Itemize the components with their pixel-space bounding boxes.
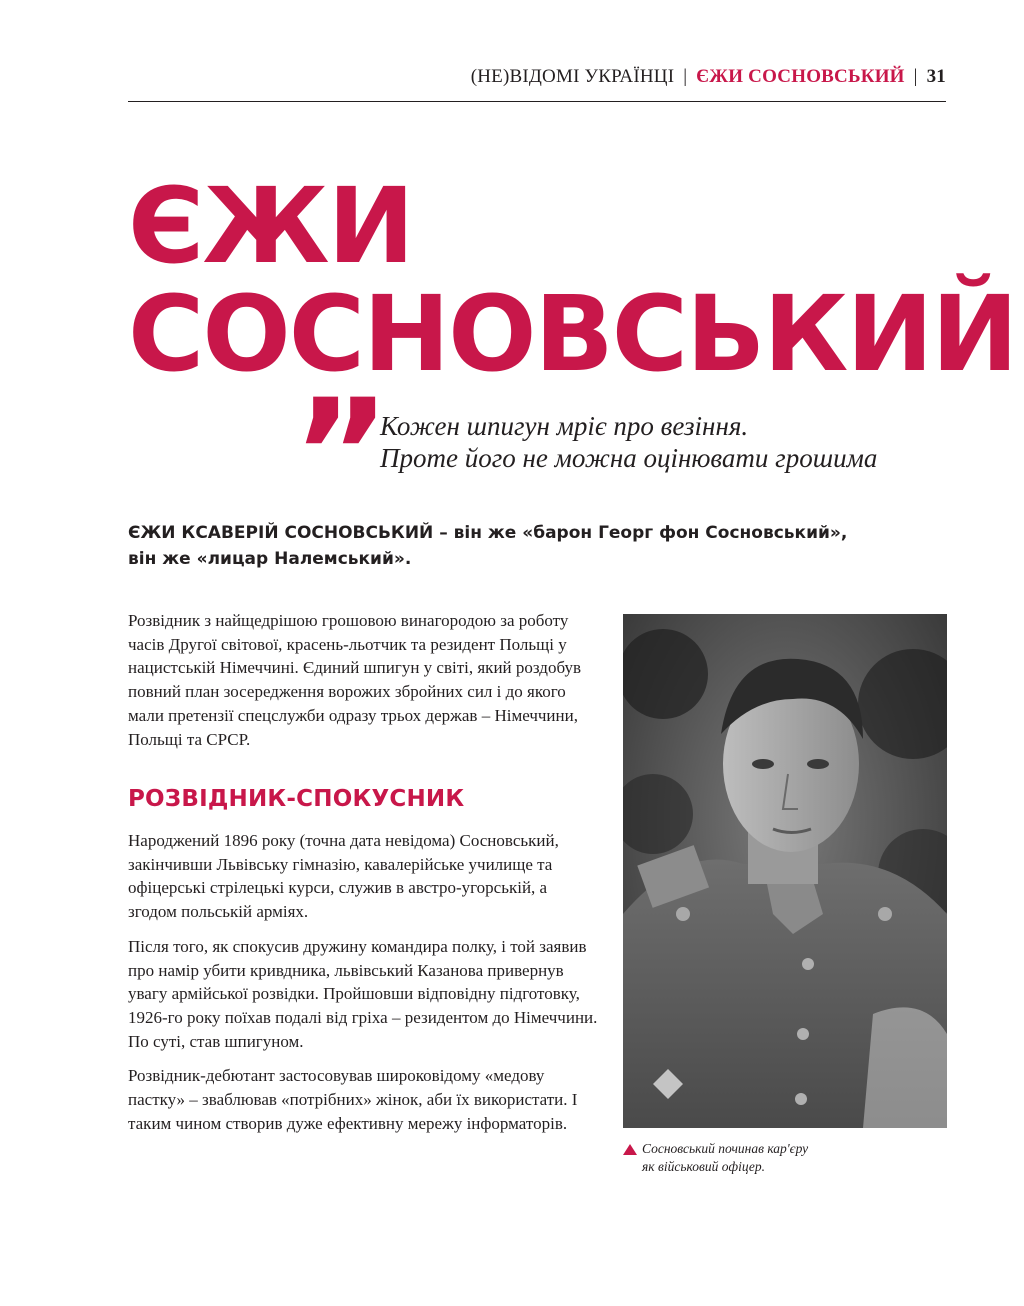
- body-paragraph: Народжений 1896 року (точна дата невідома) Сосновський, закінчивши Львівську гімназію, кавалерійське училище та офіцерські стрілецькі курси, служив в австро-угорській, а згодом польській арміях.: [128, 831, 559, 922]
- section-body: [128, 829, 598, 1146]
- article-title-line2: СОСНОВСЬКИЙ: [128, 273, 1017, 395]
- caption-triangle-icon: [623, 1144, 637, 1155]
- caption-line2: як військовий офіцер.: [642, 1159, 766, 1174]
- header-rule: [128, 101, 946, 102]
- caption-line1: Сосновський починав кар'єру: [642, 1141, 809, 1156]
- section-heading: РОЗВІДНИК-СПОКУСНИК: [128, 786, 465, 812]
- pull-quote-line2: Проте його не можна оцінювати грошима: [380, 443, 878, 473]
- running-header-section: (НЕ)ВІДОМІ УКРАЇНЦІ: [470, 66, 675, 87]
- page-number: 31: [926, 66, 946, 87]
- pull-quote-line1: Кожен шпигун мріє про везіння.: [380, 411, 749, 441]
- intro-text: [128, 609, 598, 762]
- pull-quote: [380, 410, 877, 474]
- lead-line1: ЄЖИ КСАВЕРІЙ СОСНОВСЬКИЙ – він же «барон Георг фон Сосновський»,: [128, 523, 848, 543]
- running-header-separator: |: [683, 66, 688, 87]
- portrait-photo: [623, 614, 947, 1128]
- article-title-line1: ЄЖИ: [128, 165, 413, 287]
- article-title: [128, 165, 1017, 395]
- photo-caption: [642, 1140, 808, 1176]
- intro-paragraph: Розвідник з найщедрішою грошовою винагородою за роботу часів Другої світової, красень-льотчик та резидент Польщі у нацистській Німеччині. Єдиний шпигун у світі, який роздобув повний план зосередження ворожих збройних сил і до якого мали претензії спецслужби одразу трьох держав – Німеччини, Польщі та СРСР.: [128, 611, 581, 749]
- quote-mark-icon: ”: [292, 368, 377, 542]
- running-header: [471, 66, 946, 88]
- lead-line2: він же «лицар Налемський».: [128, 549, 412, 569]
- body-paragraph: Після того, як спокусив дружину командира полку, і той заявив про намір убити кривдника, львівський Казанова привернув увагу армійської розвідки. Пройшовши відповідну підготовку, 1926-го року поїхав подалі від гріха – резидентом до Німеччини. По суті, став шпигуном.: [128, 936, 598, 1051]
- running-header-title: ЄЖИ СОСНОВСЬКИЙ: [696, 66, 905, 87]
- lead-paragraph: [128, 520, 918, 572]
- body-paragraph: Розвідник-дебютант застосовував широковідому «медову пастку» – зваблював «потрібних» жінок, аби їх використати. І таким чином створив дуже ефективну мережу інформаторів.: [128, 1066, 578, 1133]
- running-header-separator: |: [913, 66, 918, 87]
